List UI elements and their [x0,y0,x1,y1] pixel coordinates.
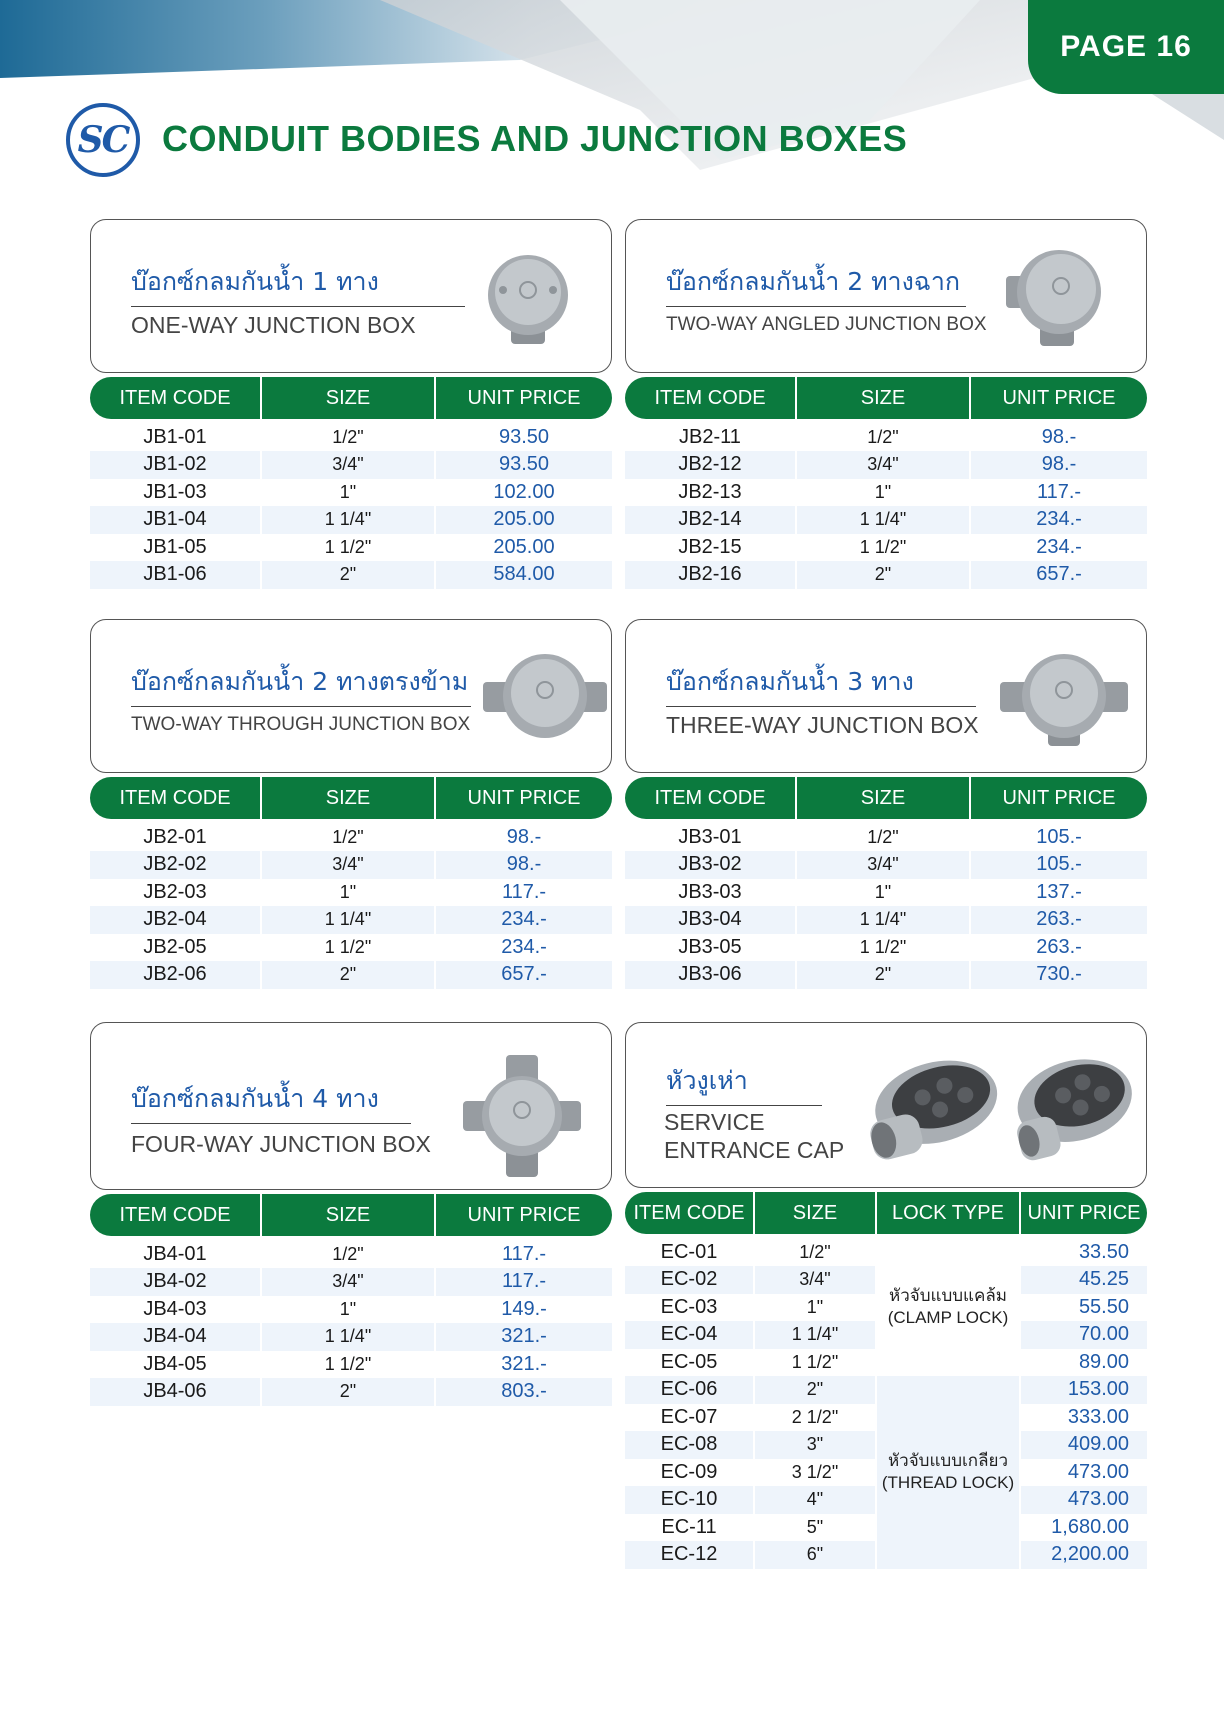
unit-price-cell: 45.25 [1021,1266,1147,1294]
unit-price-cell: 657.- [971,561,1147,589]
lock-type-thread-cell [877,1376,1021,1569]
unit-price-cell: 98.- [506,825,542,848]
size-cell: 2" [262,961,436,989]
item-code-cell: JB3-04 [625,906,797,934]
item-code-cell: EC-01 [625,1234,755,1266]
unit-price-cell: 98.- [1041,425,1077,448]
table-row [90,1296,612,1324]
size-cell: 2" [755,1376,877,1404]
size-cell: 2 1/2" [755,1404,877,1432]
size-cell: 1/2" [262,419,436,451]
size-cell: 1/2" [262,1236,436,1268]
item-code-cell: JB1-02 [90,451,262,479]
size-cell: 1 1/4" [262,906,436,934]
table-row [90,906,612,934]
col-unit-price: UNIT PRICE [971,377,1147,419]
unit-price-cell: 730.- [971,961,1147,989]
size-cell: 2" [797,561,971,589]
price-table [90,377,612,589]
price-table [625,777,1147,989]
unit-price-cell: 803.- [436,1378,612,1406]
service-entrance-cap-image [856,1047,1142,1167]
section-two-way-through-junction-box [90,619,612,989]
unit-price-cell: 473.00 [1021,1486,1147,1514]
size-cell: 1" [262,879,436,907]
item-code-cell: JB2-06 [90,961,262,989]
col-size: SIZE [262,1194,436,1236]
table-row [90,479,612,507]
unit-price-cell: 205.00 [436,506,612,534]
lock-type-english: (THREAD LOCK) [881,1473,1015,1493]
size-cell: 3/4" [797,451,971,479]
col-size: SIZE [262,377,436,419]
logo-text: SC [77,119,129,161]
size-cell: 1 1/2" [262,1351,436,1379]
item-code-cell: JB1-03 [90,479,262,507]
product-english-name: FOUR-WAY JUNCTION BOX [131,1131,431,1157]
col-item-code: ITEM CODE [625,777,797,819]
size-cell: 2" [262,1378,436,1406]
item-code-cell: EC-03 [625,1294,755,1322]
unit-price-cell: 117.- [501,880,547,903]
price-table [625,377,1147,589]
unit-price-cell: 333.00 [1067,1405,1129,1428]
item-code-cell: JB4-02 [90,1268,262,1296]
lock-type-english: (CLAMP LOCK) [887,1308,1009,1327]
item-code-cell: JB1-05 [90,534,262,562]
table-row [90,1268,612,1296]
table-row [90,961,612,989]
table-row [625,561,1147,589]
item-code-cell: EC-05 [625,1349,755,1377]
unit-price-cell: 55.50 [1078,1295,1129,1318]
unit-price-cell: 234.- [971,506,1147,534]
item-code-cell: JB2-05 [90,934,262,962]
size-cell: 2" [262,561,436,589]
size-cell: 2" [797,961,971,989]
unit-price-cell: 263.- [971,906,1147,934]
table-row [625,419,1147,451]
table-row [625,1376,1147,1404]
table-row [625,879,1147,907]
item-code-cell: JB3-05 [625,934,797,962]
product-thai-name: บ๊อกซ์กลมกันน้ำ 2 ทางฉาก [666,262,966,307]
table-row [90,819,612,851]
company-logo [66,103,140,177]
size-cell: 1 1/4" [262,506,436,534]
four-way-junction-box-image [463,1055,581,1179]
col-unit-price: UNIT PRICE [436,777,612,819]
item-code-cell: JB4-01 [90,1236,262,1268]
unit-price-cell: 263.- [1036,935,1082,958]
table-row [90,879,612,907]
unit-price-cell: 234.- [436,906,612,934]
section-two-way-angled-junction-box [625,219,1147,589]
size-cell: 3" [755,1431,877,1459]
table-row [90,506,612,534]
unit-price-cell: 321.- [436,1323,612,1351]
item-code-cell: EC-02 [625,1266,755,1294]
page-title: CONDUIT BODIES AND JUNCTION BOXES [162,118,908,159]
size-cell: 1 1/4" [797,506,971,534]
unit-price-cell: 98.- [971,451,1147,479]
product-thai-name: บ๊อกซ์กลมกันน้ำ 3 ทาง [666,662,976,707]
col-size: SIZE [797,377,971,419]
size-cell: 1 1/2" [797,934,971,962]
lock-type-thai: หัวจับแบบเกลียว [887,1451,1009,1471]
unit-price-cell: 93.50 [436,451,612,479]
item-code-cell: JB2-02 [90,851,262,879]
product-english-name: ONE-WAY JUNCTION BOX [131,312,416,338]
item-code-cell: JB1-04 [90,506,262,534]
size-cell: 1" [755,1294,877,1322]
col-unit-price: UNIT PRICE [1021,1192,1147,1234]
col-unit-price: UNIT PRICE [436,1194,612,1236]
unit-price-cell: 321.- [501,1352,547,1375]
size-cell: 1/2" [797,419,971,451]
size-cell: 1 1/2" [755,1349,877,1377]
item-code-cell: JB4-05 [90,1351,262,1379]
lock-type-clamp-cell [877,1234,1021,1376]
size-cell: 3/4" [262,851,436,879]
unit-price-cell: 657.- [436,961,612,989]
table-row [625,451,1147,479]
col-item-code: ITEM CODE [90,377,262,419]
unit-price-cell: 117.- [436,1268,612,1296]
size-cell: 1" [797,479,971,507]
size-cell: 3/4" [755,1266,877,1294]
table-row [90,561,612,589]
item-code-cell: EC-04 [625,1321,755,1349]
col-item-code: ITEM CODE [90,1194,262,1236]
col-unit-price: UNIT PRICE [436,377,612,419]
item-code-cell: JB2-04 [90,906,262,934]
item-code-cell: EC-09 [625,1459,755,1487]
product-english-name: THREE-WAY JUNCTION BOX [666,712,979,738]
service-cap-price-table [625,1192,1147,1569]
item-code-cell: EC-10 [625,1486,755,1514]
lock-type-thai: หัวจับแบบแคล้ม [889,1286,1007,1305]
item-code-cell: JB2-16 [625,561,797,589]
size-cell: 1/2" [755,1234,877,1266]
table-row [625,479,1147,507]
one-way-junction-box-image [483,250,573,348]
col-item-code: ITEM CODE [90,777,262,819]
table-row [90,534,612,562]
size-cell: 1" [262,1296,436,1324]
unit-price-cell: 137.- [1036,880,1082,903]
size-cell: 1 1/4" [797,906,971,934]
size-cell: 1" [262,479,436,507]
unit-price-cell: 2,200.00 [1021,1541,1147,1569]
col-item-code: ITEM CODE [625,1192,755,1234]
item-code-cell: JB4-06 [90,1378,262,1406]
unit-price-cell: 105.- [971,851,1147,879]
table-row [90,1378,612,1406]
table-row [90,1323,612,1351]
table-row [90,934,612,962]
unit-price-cell: 102.00 [493,480,555,503]
product-thai-name: บ๊อกซ์กลมกันน้ำ 2 ทางตรงข้าม [131,662,471,707]
item-code-cell: JB3-02 [625,851,797,879]
item-code-cell: JB1-06 [90,561,262,589]
product-card [625,1022,1147,1188]
item-code-cell: JB2-01 [90,819,262,851]
product-english-name: TWO-WAY THROUGH JUNCTION BOX [131,714,471,735]
unit-price-cell: 205.00 [493,535,555,558]
item-code-cell: JB2-13 [625,479,797,507]
size-cell: 1 1/4" [755,1321,877,1349]
table-row [625,934,1147,962]
two-way-through-junction-box-image [483,648,607,744]
unit-price-cell: 153.00 [1021,1376,1147,1404]
section-service-entrance-cap [625,1022,1147,1569]
col-unit-price: UNIT PRICE [971,777,1147,819]
col-size: SIZE [262,777,436,819]
item-code-cell: JB3-03 [625,879,797,907]
unit-price-cell: 70.00 [1021,1321,1147,1349]
size-cell: 3/4" [262,451,436,479]
price-table [90,1194,612,1406]
section-one-way-junction-box [90,219,612,589]
item-code-cell: EC-07 [625,1404,755,1432]
item-code-cell: JB2-11 [625,419,797,451]
unit-price-cell: 33.50 [1078,1240,1129,1263]
size-cell: 1" [797,879,971,907]
unit-price-cell: 98.- [436,851,612,879]
item-code-cell: JB4-04 [90,1323,262,1351]
item-code-cell: JB2-03 [90,879,262,907]
size-cell: 5" [755,1514,877,1542]
unit-price-cell: 234.- [501,935,547,958]
product-card [90,219,612,373]
col-size: SIZE [797,777,971,819]
size-cell: 3/4" [797,851,971,879]
product-thai-name: บ๊อกซ์กลมกันน้ำ 4 ทาง [131,1079,411,1124]
three-way-junction-box-image [1000,648,1128,748]
unit-price-cell: 105.- [1036,825,1082,848]
size-cell: 3 1/2" [755,1459,877,1487]
product-thai-name: บ๊อกซ์กลมกันน้ำ 1 ทาง [131,262,465,307]
table-row [90,1351,612,1379]
item-code-cell: EC-06 [625,1376,755,1404]
table-row [625,819,1147,851]
table-row [90,851,612,879]
unit-price-cell: 93.50 [498,425,550,448]
two-way-angled-junction-box-image [1004,246,1114,350]
product-english-name: TWO-WAY ANGLED JUNCTION BOX [666,314,987,335]
col-item-code: ITEM CODE [625,377,797,419]
size-cell: 1 1/2" [262,934,436,962]
size-cell: 1 1/2" [262,534,436,562]
unit-price-cell: 117.- [501,1242,547,1265]
item-code-cell: EC-11 [625,1514,755,1542]
unit-price-cell: 1,680.00 [1051,1515,1129,1538]
table-row [90,419,612,451]
item-code-cell: JB2-15 [625,534,797,562]
col-size: SIZE [755,1192,877,1234]
unit-price-cell: 117.- [1036,480,1082,503]
item-code-cell: EC-08 [625,1431,755,1459]
size-cell: 3/4" [262,1268,436,1296]
size-cell: 6" [755,1541,877,1569]
unit-price-cell: 149.- [501,1297,547,1320]
product-thai-name: หัวงูเห่า [666,1061,822,1106]
price-table [90,777,612,989]
table-row [90,1236,612,1268]
item-code-cell: JB4-03 [90,1296,262,1324]
product-card [625,619,1147,773]
table-row [625,961,1147,989]
size-cell: 1 1/2" [797,534,971,562]
table-row [625,506,1147,534]
table-row [625,906,1147,934]
item-code-cell: JB3-01 [625,819,797,851]
unit-price-cell: 473.00 [1067,1460,1129,1483]
unit-price-cell: 409.00 [1021,1431,1147,1459]
section-four-way-junction-box [90,1022,612,1406]
table-row [625,851,1147,879]
product-english-name-line2: ENTRANCE CAP [664,1137,845,1163]
section-three-way-junction-box [625,619,1147,989]
product-card [90,1022,612,1190]
unit-price-cell: 234.- [1036,535,1082,558]
size-cell: 1/2" [797,819,971,851]
page-number-tab: PAGE 16 [1028,0,1224,94]
unit-price-cell: 89.00 [1078,1350,1129,1373]
product-card [90,619,612,773]
item-code-cell: JB2-12 [625,451,797,479]
size-cell: 1 1/4" [262,1323,436,1351]
col-lock-type: LOCK TYPE [877,1192,1021,1234]
table-row [625,534,1147,562]
unit-price-cell: 584.00 [436,561,612,589]
product-english-name-line1: SERVICE [664,1109,765,1135]
size-cell: 1/2" [262,819,436,851]
table-row [90,451,612,479]
product-card [625,219,1147,373]
item-code-cell: EC-12 [625,1541,755,1569]
item-code-cell: JB3-06 [625,961,797,989]
item-code-cell: JB1-01 [90,419,262,451]
table-row [625,1234,1147,1266]
size-cell: 4" [755,1486,877,1514]
item-code-cell: JB2-14 [625,506,797,534]
